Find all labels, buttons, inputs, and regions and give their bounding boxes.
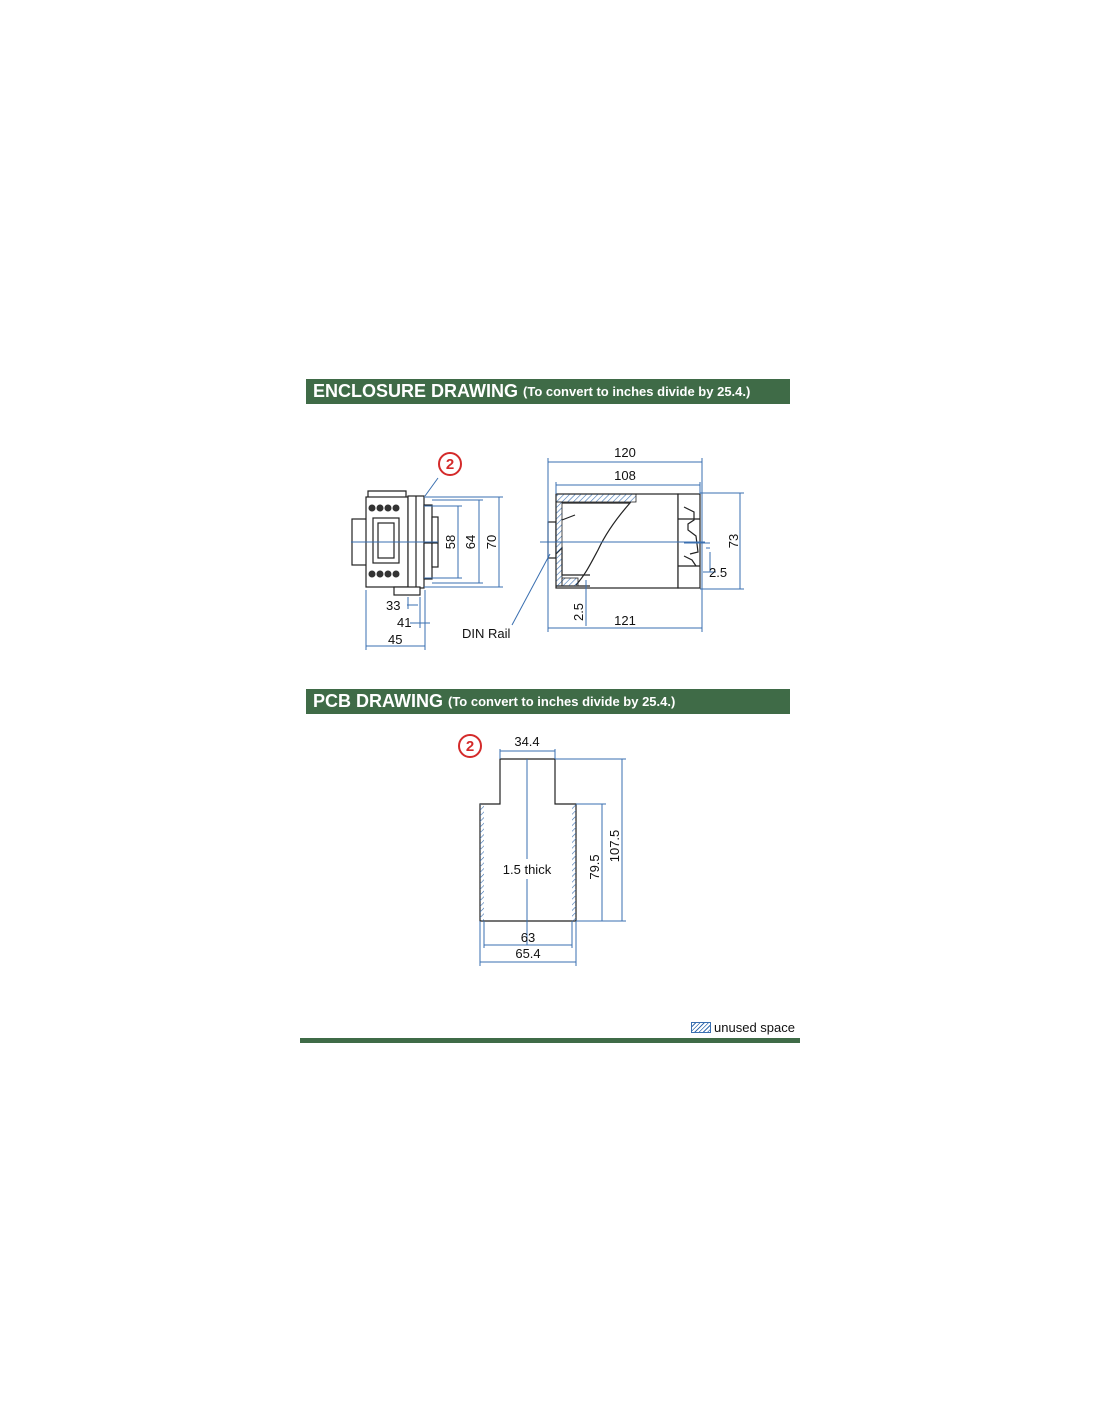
legend: [691, 1020, 795, 1035]
dim-2-5-right: 2.5: [709, 565, 728, 580]
enclosure-drawing-title: ENCLOSURE DRAWING: [313, 381, 519, 401]
dim-70: 70: [484, 534, 499, 550]
dim-121: 121: [614, 613, 636, 628]
unused-space-swatch: [691, 1022, 711, 1033]
dim-33: 33: [386, 598, 401, 613]
dim-64: 64: [463, 534, 478, 550]
pcb-dim-107-5: 107.5: [607, 829, 622, 863]
dim-45: 45: [388, 632, 403, 647]
pcb-outline: [480, 759, 576, 921]
legend-label: unused space: [714, 1020, 795, 1035]
pcb-callout-number: 2: [465, 738, 475, 755]
dim-58: 58: [443, 534, 458, 550]
pcb-dimensions: [480, 749, 626, 966]
dim-108: 108: [614, 468, 636, 483]
pcb-dim-65-4: 65.4: [515, 946, 541, 961]
pcb-drawing-title: PCB DRAWING: [313, 691, 443, 711]
footer-rule: [300, 1038, 800, 1043]
unused-space-top: [556, 494, 636, 502]
pcb-dim-34-4: 34.4: [514, 734, 540, 749]
unused-space-pcb-right: [572, 804, 576, 921]
dim-41: 41: [397, 615, 412, 630]
unused-space-left: [556, 502, 562, 586]
pcb-dim-63: 63: [520, 930, 536, 945]
dim-120: 120: [614, 445, 636, 460]
unused-space-bottom: [562, 578, 578, 586]
enclosure-front-view: [548, 494, 700, 588]
dim-2-5-bottom: 2.5: [571, 602, 586, 622]
din-rail-label: DIN Rail: [462, 626, 511, 641]
enclosure-drawing-note: (To convert to inches divide by 25.4.): [523, 384, 751, 399]
dim-73: 73: [726, 533, 741, 549]
callout-number: 2: [445, 456, 455, 473]
pcb-dim-79-5: 79.5: [587, 854, 602, 880]
pcb-drawing-note: (To convert to inches divide by 25.4.): [448, 694, 676, 709]
unused-space-pcb-left: [480, 804, 484, 921]
pcb-thickness-label: 1.5 thick: [502, 862, 552, 877]
